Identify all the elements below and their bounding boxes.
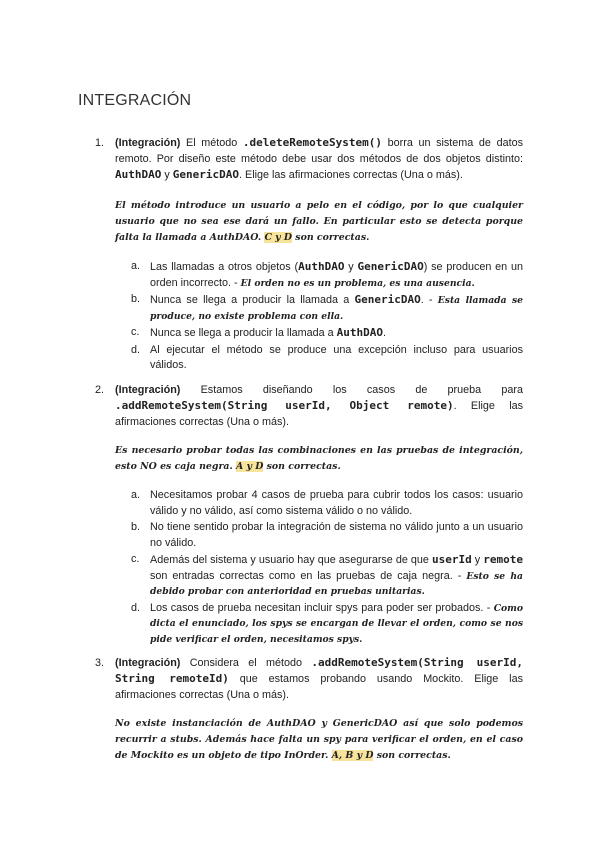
options-list-1: [128, 259, 523, 374]
code-class: AuthDAO: [115, 168, 162, 181]
question-text: (Integración) Considera el método .addRemoteSystem(String userId, String remoteId) que estamos probando usando Mockito. Elige las afirmaciones correctas (Una o más).: [115, 656, 523, 701]
options-list-2: [128, 488, 523, 647]
option-c: c. Nunca se llega a producir la llamada a AuthDAO.: [131, 326, 387, 339]
question-2: [95, 382, 523, 430]
code-method: .deleteRemoteSystem(): [242, 136, 382, 149]
answer-highlight: C y D: [264, 232, 293, 243]
option-note: Esta llamada se produce, no existe problema con ella.: [150, 295, 523, 322]
section-title: INTEGRACIÓN: [78, 92, 192, 109]
option-b: b. No tiene sentido probar la integración de sistema no válido junto a un usuario no válido.: [131, 521, 523, 549]
option-note: Como dicta el enunciado, los spys se encargan de llevar el orden, como se nos pide verificar el orden, necesitamos spys.: [150, 602, 523, 645]
question-number: 3.: [95, 657, 105, 669]
question-number: 2.: [95, 384, 105, 396]
option-a: a. Las llamadas a otros objetos (AuthDAO y GenericDAO) se producen en un orden incorrecto. - El orden no es un problema, es una ausencia.: [131, 260, 523, 289]
option-b: b. Nunca se llega a producir la llamada a GenericDAO. - Esta llamada se produce, no existe problema con ella.: [131, 293, 523, 322]
option-d: d. Los casos de prueba necesitan incluir spys para poder ser probados. - Como dicta el enunciado, los spys se encargan de llevar el orden, como se nos pide verificar el orden, necesitamos spys.: [131, 601, 523, 645]
question-tag: (Integración): [115, 657, 181, 669]
answer-highlight: A, B y D: [331, 750, 374, 761]
answer-explanation-1: El método introduce un usuario a pelo en el código, por lo que cualquier usuario que no sea ese dará un fallo. En particular esto se detecta porque falta la llamada a AuthDAO. C y D son correctas.: [115, 200, 523, 243]
answer-explanation-3: No existe instanciación de AuthDAO y GenericDAO así que solo podemos recurrir a stubs. Además hace falta un spy para verificar el orden, en el caso de Mockito es un objeto de tipo InOrder. A, B y D son correctas.: [115, 718, 523, 761]
question-3: [95, 655, 523, 703]
question-tag: (Integración): [115, 384, 181, 396]
question-1: [95, 135, 523, 183]
option-d: d. Al ejecutar el método se produce una excepción incluso para usuarios válidos.: [131, 343, 523, 371]
option-a: a. Necesitamos probar 4 casos de prueba para cubrir todos los casos: usuario válido y no válido, así como sistema válido o no válido.: [131, 489, 523, 517]
question-text: (Integración) Estamos diseñando los casos de prueba para .addRemoteSystem(String userId, Object remote). Elige las afirmaciones correctas (Una o más).: [115, 384, 524, 428]
answer-explanation-2: Es necesario probar todas las combinaciones en las pruebas de integración, esto NO es caja negra. A y D son correctas.: [115, 445, 523, 472]
option-note: Esto se ha debido probar con anterioridad en pruebas unitarias.: [150, 570, 523, 597]
code-class: GenericDAO: [172, 168, 239, 181]
code-method: .addRemoteSystem(String userId, Object remote): [115, 399, 454, 412]
question-text: (Integración) El método .deleteRemoteSystem() borra un sistema de datos remoto. Por diseño este método debe usar dos métodos de dos objetos distinto: AuthDAO y GenericDAO. Elige las afirmaciones correctas (Una o más).: [115, 136, 523, 181]
answer-highlight: A y D: [236, 461, 264, 472]
option-note: El orden no es un problema, es una ausencia.: [240, 277, 475, 289]
option-c: c. Además del sistema y usuario hay que asegurarse de que userId y remote son entradas correctas como en las pruebas de caja negra. - Esto se ha debido probar con anterioridad en pruebas unitarias.: [131, 553, 523, 597]
question-tag: (Integración): [115, 137, 181, 149]
question-number: 1.: [95, 137, 105, 149]
code-method: .addRemoteSystem(String userId, String remoteId): [115, 656, 523, 685]
